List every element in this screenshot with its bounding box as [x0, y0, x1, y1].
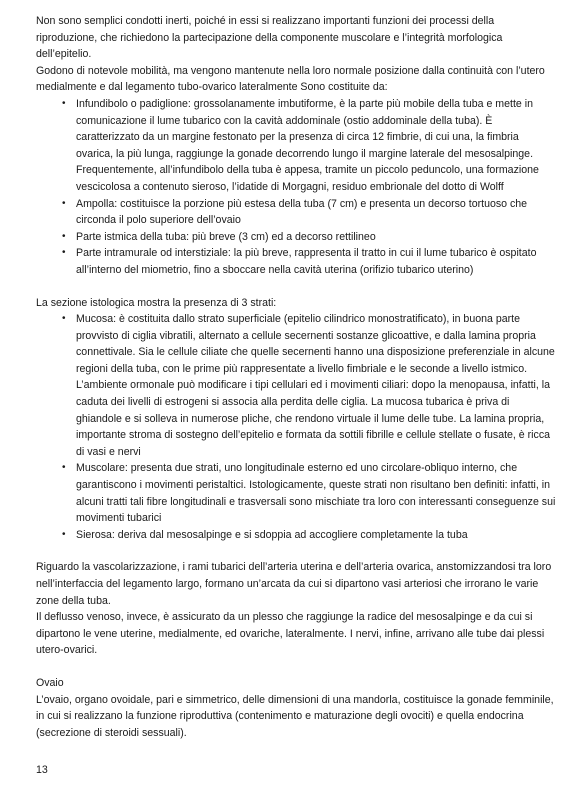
ovary-paragraph: L’ovaio, organo ovoidale, pari e simmetrico, delle dimensioni di una mandorla, costituisce la gonade femminile, in cui si realizzano la funzione riproduttiva (contenimento e maturazione degli ovociti) e quella endocrina (secrezione di steroidi sessuali).: [36, 693, 554, 739]
list-item-text: Mucosa: è costituita dallo strato superficiale (epitelio cilindrico monostratificato), in buona parte provvisto di ciglia vibratili, alternato a cellule secernenti sostanze glicoattive, e dalla lamina propria connettivale. Sia le cellule ciliate che quelle secernenti hanno una disposizione preferenziale in alcune regioni della tuba, con le prime più rappresentate a livello fimbriale e le seconde a livello istmico. L’ambiente ormonale può modificare i tipi cellulari ed i movimenti ciliari: dopo la menopausa, infatti, la caduta dei livelli di estrogeni si associa alla perdita delle ciglia. La mucosa tubarica è priva di ghiandole e si solleva in numerose pliche, che rendono virtuale il lume delle tube. La lamina propria, importante stroma di sostegno dell’epitelio e formata da sottili fibrille e cellule stellate o fusate, è ricca di vasi e nervi: [76, 313, 555, 458]
bullet-icon: •: [62, 230, 66, 242]
list-item: [62, 527, 556, 544]
tube-layers-list: [36, 311, 556, 543]
list-item: [62, 460, 556, 526]
list-item-text: Ampolla: costituisce la porzione più estesa della tuba (7 cm) e presenta un decorso tortuoso che circonda il polo superiore dell’ovaio: [76, 197, 528, 227]
list-item: [62, 196, 556, 229]
section-heading-ovary: Ovaio: [36, 676, 64, 689]
bullet-icon: •: [62, 528, 66, 540]
intro-paragraph-2: Godono di notevole mobilità, ma vengono mantenute nella loro normale posizione dalla continuità con l’utero medialmente e dal legamento tubo-ovarico lateralmente Sono costituite da:: [36, 64, 545, 94]
list-item: [62, 311, 556, 460]
list-item: [62, 96, 556, 196]
histology-intro: La sezione istologica mostra la presenza di 3 strati:: [36, 296, 277, 309]
list-item-text: Sierosa: deriva dal mesosalpinge e si sdoppia ad accogliere completamente la tuba: [76, 528, 468, 541]
list-item-text: Muscolare: presenta due strati, uno longitudinale esterno ed uno circolare-obliquo interno, che garantiscono i movimenti peristaltici. Istologicamente, queste strati non risultano ben definiti: infatti, in alcuni tratti tali fibre longitudinali e trasversali sono mischiate tra loro con interessanti conseguenze sui movimenti tubarici: [76, 462, 556, 525]
tube-parts-list: [36, 96, 556, 279]
bullet-icon: •: [62, 462, 66, 474]
venous-drainage-paragraph: Il deflusso venoso, invece, è assicurato da un plesso che raggiunge la radice del mesosalpinge e da cui si dipartono le vene uterine, medialmente, ed ovariche, lateralmente. I nervi, infine, arrivano alle tube dai plessi utero-ovarici.: [36, 611, 545, 657]
list-item-text: Parte istmica della tuba: più breve (3 cm) ed a decorso rettilineo: [76, 230, 376, 243]
bullet-icon: •: [62, 97, 66, 109]
vascularization-paragraph: Riguardo la vascolarizzazione, i rami tubarici dell’arteria uterina e dell’arteria ovarica, anstomizzandosi tra loro nell’interfaccia del legamento largo, formano un’arcata da cui si dipartono vasi arteriosi che irrorano le varie zone della tuba.: [36, 561, 552, 607]
intro-paragraph-1: Non sono semplici condotti inerti, poiché in essi si realizzano importanti funzioni dei processi della riproduzione, che richiedono la partecipazione della componente muscolare e l’integrità morfologica dell’epitelio.: [36, 15, 503, 61]
list-item: [62, 245, 556, 278]
list-item: [62, 229, 556, 246]
list-item-text: Infundibolo o padiglione: grossolanamente imbutiforme, è la parte più mobile della tuba e mette in comunicazione il lume tubarico con la cavità addominale (ostio addominale della tuba). È caratterizzato da un margine festonato per la presenza di circa 12 fimbrie, di cui una, la fimbria ovarica, la più lunga, raggiunge la gonade decorrendo lungo il margine laterale del mesosalpinge. Frequentemente, all’infundibolo della tuba è appesa, tramite un piccolo peduncolo, una formazione vescicolosa a contenuto sieroso, l’idatide di Morgagni, residuo embrionale del dotto di Wolff: [76, 97, 539, 193]
document-page: [36, 13, 556, 741]
bullet-icon: •: [62, 313, 66, 325]
bullet-icon: •: [62, 197, 66, 209]
bullet-icon: •: [62, 247, 66, 259]
page-number: 13: [36, 764, 48, 776]
list-item-text: Parte intramurale od interstiziale: la più breve, rappresenta il tratto in cui il lume tubarico è ospitato all’interno del miometrio, fino a sboccare nella cavità uterina (orifizio tubarico uterino): [76, 247, 537, 276]
